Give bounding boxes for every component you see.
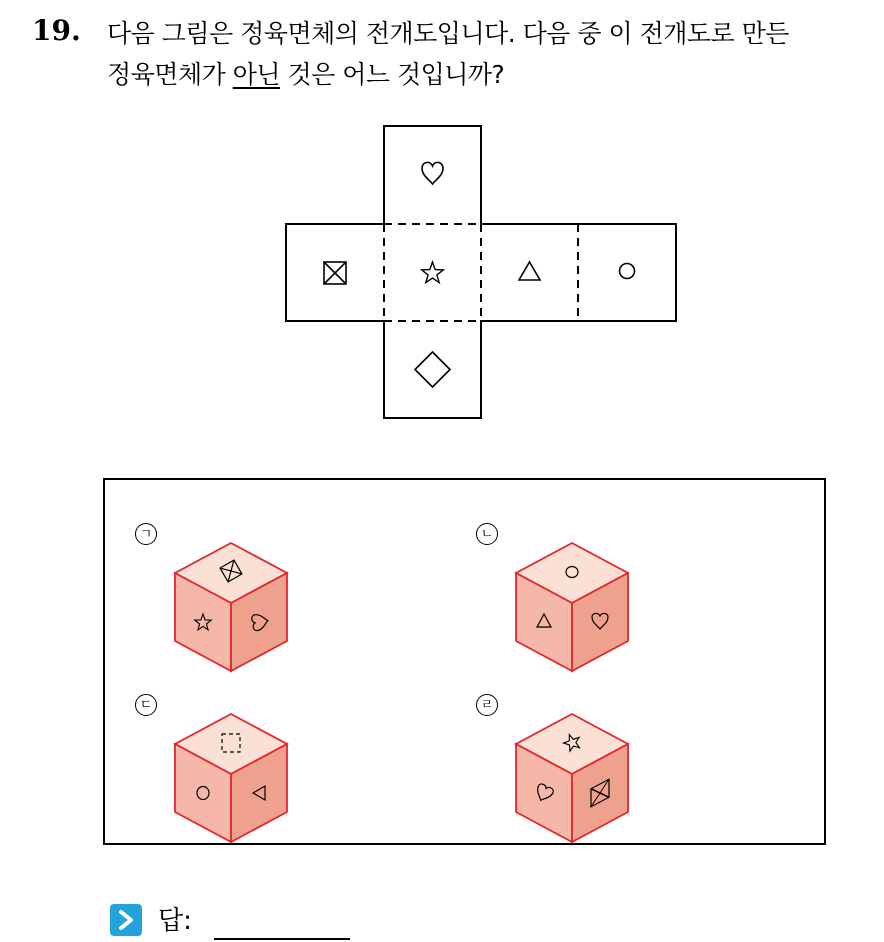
option-label: ㄱ: [135, 523, 157, 545]
answer-label: 답:: [158, 906, 192, 936]
option-label: ㄹ: [476, 694, 498, 716]
cube-figure: [514, 541, 630, 675]
option-label: ㄴ: [476, 523, 498, 545]
option-3[interactable]: [135, 694, 295, 854]
cube-figure: [173, 541, 289, 675]
question-text-line1: 다음 그림은 정육면체의 전개도입니다. 다음 중 이 전개도로 만든: [107, 19, 789, 48]
option-2[interactable]: [476, 523, 636, 683]
cube-net-diagram: [284, 124, 680, 422]
cube-figure: [173, 712, 289, 846]
boxed-x-icon: [324, 262, 346, 284]
underlined-word: 아닌: [232, 60, 281, 89]
option-4[interactable]: [476, 694, 636, 854]
triangle-icon: [519, 262, 540, 280]
cube-figure: [514, 712, 630, 846]
question-text-line2: [107, 55, 504, 91]
diamond-icon: [415, 352, 450, 387]
question-number: 19.: [32, 14, 81, 47]
star-icon: [422, 262, 444, 283]
answer-arrow-icon: [110, 904, 142, 936]
question-text-part: 정육면체가: [107, 60, 233, 89]
options-box: [103, 478, 826, 845]
option-label: ㄷ: [135, 694, 157, 716]
circle-icon: [620, 264, 635, 279]
option-1[interactable]: [135, 523, 295, 683]
answer-blank[interactable]: [214, 938, 350, 940]
heart-icon: [422, 162, 443, 184]
net-fold-lines: [384, 224, 578, 321]
question-text-part: 것은 어느 것입니까?: [280, 60, 505, 89]
